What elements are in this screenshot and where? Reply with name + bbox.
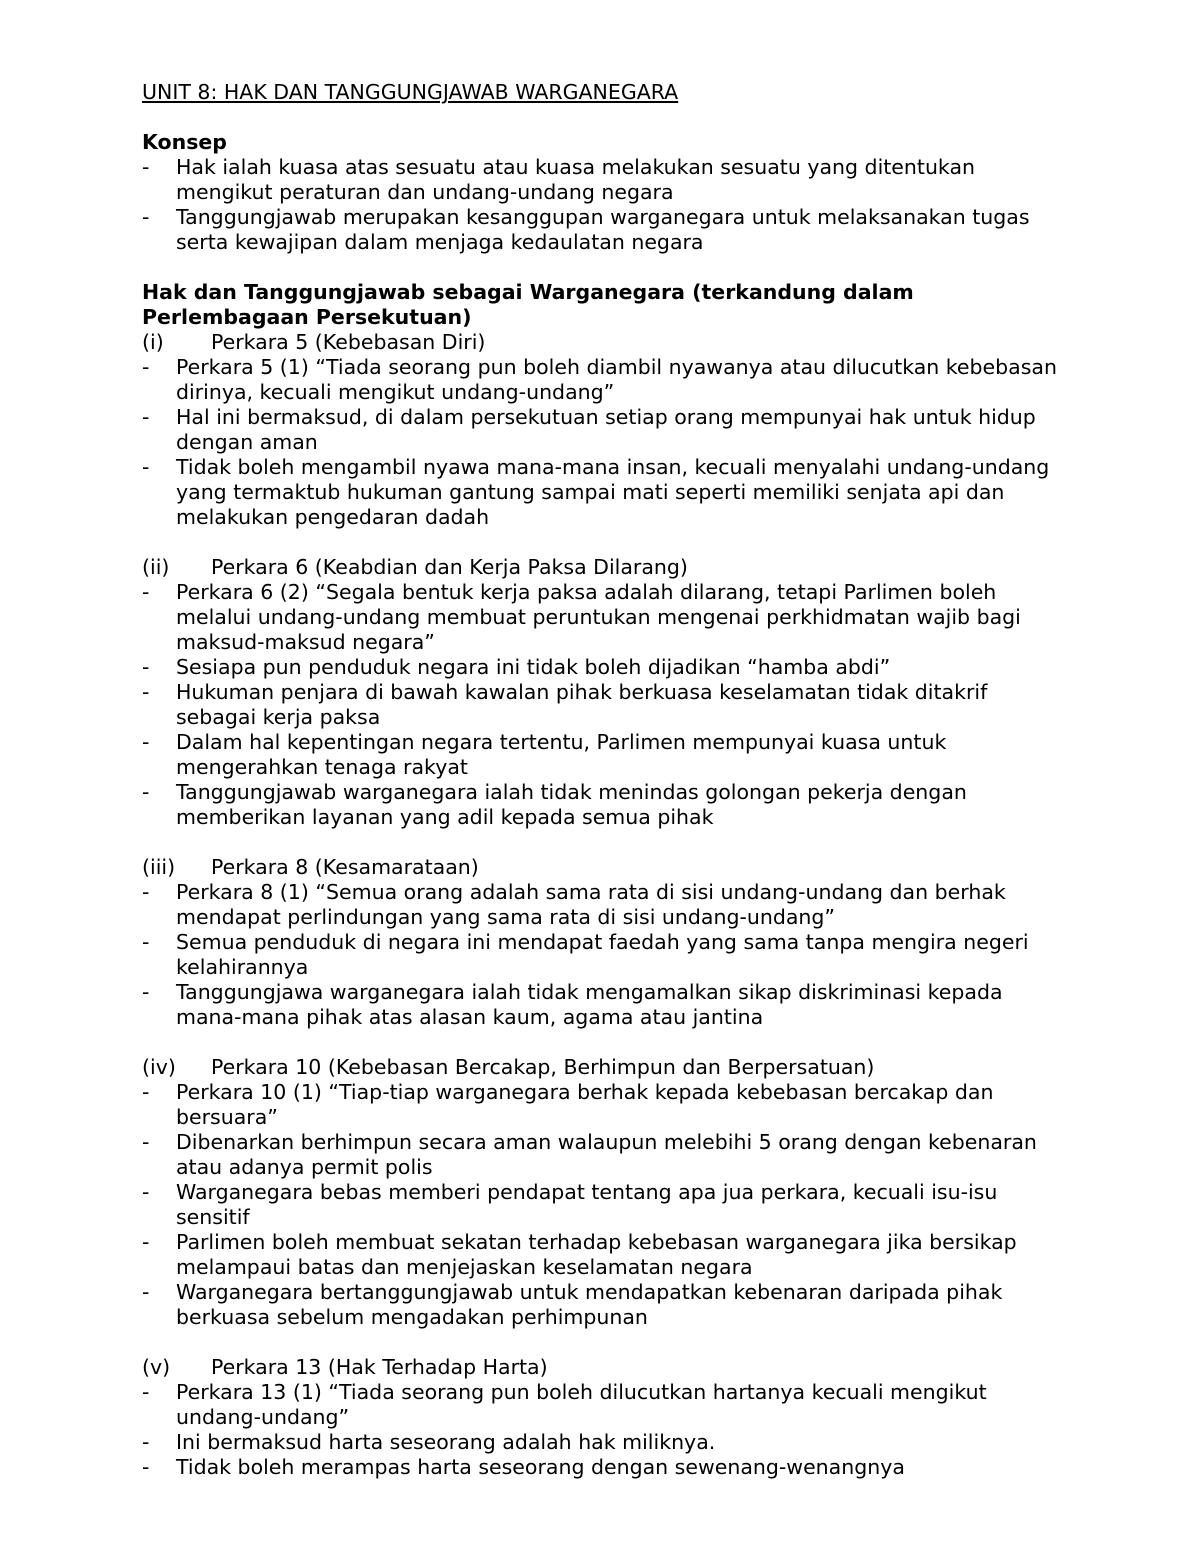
list-item-text: Perkara 13 (1) “Tiada seorang pun boleh dilucutkan hartanya kecuali mengikut undang-undang”	[176, 1380, 987, 1429]
list-item-text: Ini bermaksud harta seseorang adalah hak miliknya.	[176, 1430, 716, 1454]
list-item	[142, 680, 1062, 730]
bullet-dash: -	[142, 930, 150, 954]
list-item	[142, 155, 1062, 205]
list-item-text: Perkara 8 (1) “Semua orang adalah sama rata di sisi undang-undang dan berhak mendapat perlindungan yang sama rata di sisi undang-undang”	[176, 880, 1006, 929]
list-item-text: Tidak boleh merampas harta seseorang dengan sewenang-wenangnya	[176, 1455, 905, 1479]
article-title: Perkara 10 (Kebebasan Bercakap, Berhimpun dan Berpersatuan)	[211, 1055, 875, 1079]
document-page	[142, 80, 1062, 1480]
document-title: UNIT 8: HAK DAN TANGGUNGJAWAB WARGANEGARA	[142, 80, 679, 104]
list-item	[142, 455, 1062, 530]
bullet-dash: -	[142, 405, 150, 429]
konsep-list	[142, 155, 1062, 255]
article-title-row	[142, 330, 1062, 355]
list-item-text: Semua penduduk di negara ini mendapat faedah yang sama tanpa mengira negeri kelahirannya	[176, 930, 1029, 979]
spacer	[142, 1330, 1062, 1355]
article-number: (i)	[142, 330, 164, 354]
list-item	[142, 1380, 1062, 1430]
list-item-text: Dalam hal kepentingan negara tertentu, Parlimen mempunyai kuasa untuk mengerahkan tenaga rakyat	[176, 730, 947, 779]
list-item	[142, 1130, 1062, 1180]
bullet-dash: -	[142, 205, 150, 229]
list-item-text: Perkara 5 (1) “Tiada seorang pun boleh diambil nyawanya atau dilucutkan kebebasan dirinya, kecuali mengikut undang-undang”	[176, 355, 1057, 404]
bullet-dash: -	[142, 1430, 150, 1454]
list-item	[142, 730, 1062, 780]
list-item-text: Warganegara bertanggungjawab untuk mendapatkan kebenaran daripada pihak berkuasa sebelum mengadakan perhimpunan	[176, 1280, 1003, 1329]
list-item-text: Tanggungjawa warganegara ialah tidak mengamalkan sikap diskriminasi kepada mana-mana pihak atas alasan kaum, agama atau jantina	[176, 980, 1003, 1029]
list-item	[142, 1280, 1062, 1330]
article-title-row	[142, 555, 1062, 580]
bullet-dash: -	[142, 1455, 150, 1479]
article-block	[142, 1055, 1062, 1330]
list-item	[142, 1455, 1062, 1480]
list-item	[142, 780, 1062, 830]
spacer	[142, 255, 1062, 280]
list-item	[142, 655, 1062, 680]
spacer	[142, 105, 1062, 130]
list-item	[142, 405, 1062, 455]
bullet-dash: -	[142, 1230, 150, 1254]
bullet-dash: -	[142, 680, 150, 704]
list-item-text: Tanggungjawab merupakan kesanggupan warganegara untuk melaksanakan tugas serta kewajipan dalam menjaga kedaulatan negara	[176, 205, 1030, 254]
article-block	[142, 330, 1062, 530]
list-item-text: Tidak boleh mengambil nyawa mana-mana insan, kecuali menyalahi undang-undang yang termaktub hukuman gantung sampai mati seperti memiliki senjata api dan melakukan pengedaran dadah	[176, 455, 1050, 529]
konsep-heading: Konsep	[142, 130, 227, 154]
list-item-text: Dibenarkan berhimpun secara aman walaupun melebihi 5 orang dengan kebenaran atau adanya permit polis	[176, 1130, 1037, 1179]
bullet-dash: -	[142, 655, 150, 679]
list-item	[142, 1180, 1062, 1230]
list-item	[142, 880, 1062, 930]
list-item	[142, 1430, 1062, 1455]
article-title-row	[142, 1355, 1062, 1380]
bullet-dash: -	[142, 730, 150, 754]
bullet-dash: -	[142, 1180, 150, 1204]
list-item	[142, 980, 1062, 1030]
article-title: Perkara 5 (Kebebasan Diri)	[211, 330, 486, 354]
article-title: Perkara 8 (Kesamarataan)	[211, 855, 479, 879]
list-item-text: Perkara 10 (1) “Tiap-tiap warganegara berhak kepada kebebasan bercakap dan bersuara”	[176, 1080, 994, 1129]
parts-container	[142, 330, 1062, 1480]
konsep-section	[142, 130, 1062, 255]
spacer	[142, 1030, 1062, 1055]
list-item-text: Warganegara bebas memberi pendapat tentang apa jua perkara, kecuali isu-isu sensitif	[176, 1180, 998, 1229]
bullet-dash: -	[142, 455, 150, 479]
article-number: (iii)	[142, 855, 176, 879]
article-number: (ii)	[142, 555, 170, 579]
list-item-text: Sesiapa pun penduduk negara ini tidak boleh dijadikan “hamba abdi”	[176, 655, 891, 679]
article-block	[142, 555, 1062, 830]
list-item-text: Hukuman penjara di bawah kawalan pihak berkuasa keselamatan tidak ditakrif sebagai kerja paksa	[176, 680, 988, 729]
list-item-text: Perkara 6 (2) “Segala bentuk kerja paksa adalah dilarang, tetapi Parlimen boleh melalui undang-undang membuat peruntukan mengenai perkhidmatan wajib bagi maksud-maksud negara”	[176, 580, 1021, 654]
bullet-dash: -	[142, 355, 150, 379]
list-item	[142, 355, 1062, 405]
list-item	[142, 205, 1062, 255]
bullet-dash: -	[142, 580, 150, 604]
list-item-text: Hal ini bermaksud, di dalam persekutuan setiap orang mempunyai hak untuk hidup dengan aman	[176, 405, 1036, 454]
section-heading: Hak dan Tanggungjawab sebagai Warganegara (terkandung dalam Perlembagaan Persekutuan)	[142, 280, 914, 329]
bullet-dash: -	[142, 1280, 150, 1304]
bullet-dash: -	[142, 880, 150, 904]
list-item	[142, 1230, 1062, 1280]
article-title-row	[142, 855, 1062, 880]
bullet-dash: -	[142, 980, 150, 1004]
article-title: Perkara 6 (Keabdian dan Kerja Paksa Dilarang)	[211, 555, 688, 579]
spacer	[142, 830, 1062, 855]
bullet-dash: -	[142, 780, 150, 804]
bullet-dash: -	[142, 1380, 150, 1404]
article-title: Perkara 13 (Hak Terhadap Harta)	[211, 1355, 548, 1379]
spacer	[142, 530, 1062, 555]
list-item	[142, 930, 1062, 980]
list-item	[142, 1080, 1062, 1130]
list-item	[142, 580, 1062, 655]
list-item-text: Hak ialah kuasa atas sesuatu atau kuasa melakukan sesuatu yang ditentukan mengikut peraturan dan undang-undang negara	[176, 155, 975, 204]
bullet-dash: -	[142, 1080, 150, 1104]
list-item-text: Parlimen boleh membuat sekatan terhadap kebebasan warganegara jika bersikap melampaui batas dan menjejaskan keselamatan negara	[176, 1230, 1017, 1279]
article-block	[142, 855, 1062, 1030]
bullet-dash: -	[142, 1130, 150, 1154]
article-block	[142, 1355, 1062, 1480]
article-number: (v)	[142, 1355, 171, 1379]
list-item-text: Tanggungjawab warganegara ialah tidak menindas golongan pekerja dengan memberikan layanan yang adil kepada semua pihak	[176, 780, 967, 829]
rights-section	[142, 280, 1062, 1480]
bullet-dash: -	[142, 155, 150, 179]
article-number: (iv)	[142, 1055, 176, 1079]
article-title-row	[142, 1055, 1062, 1080]
